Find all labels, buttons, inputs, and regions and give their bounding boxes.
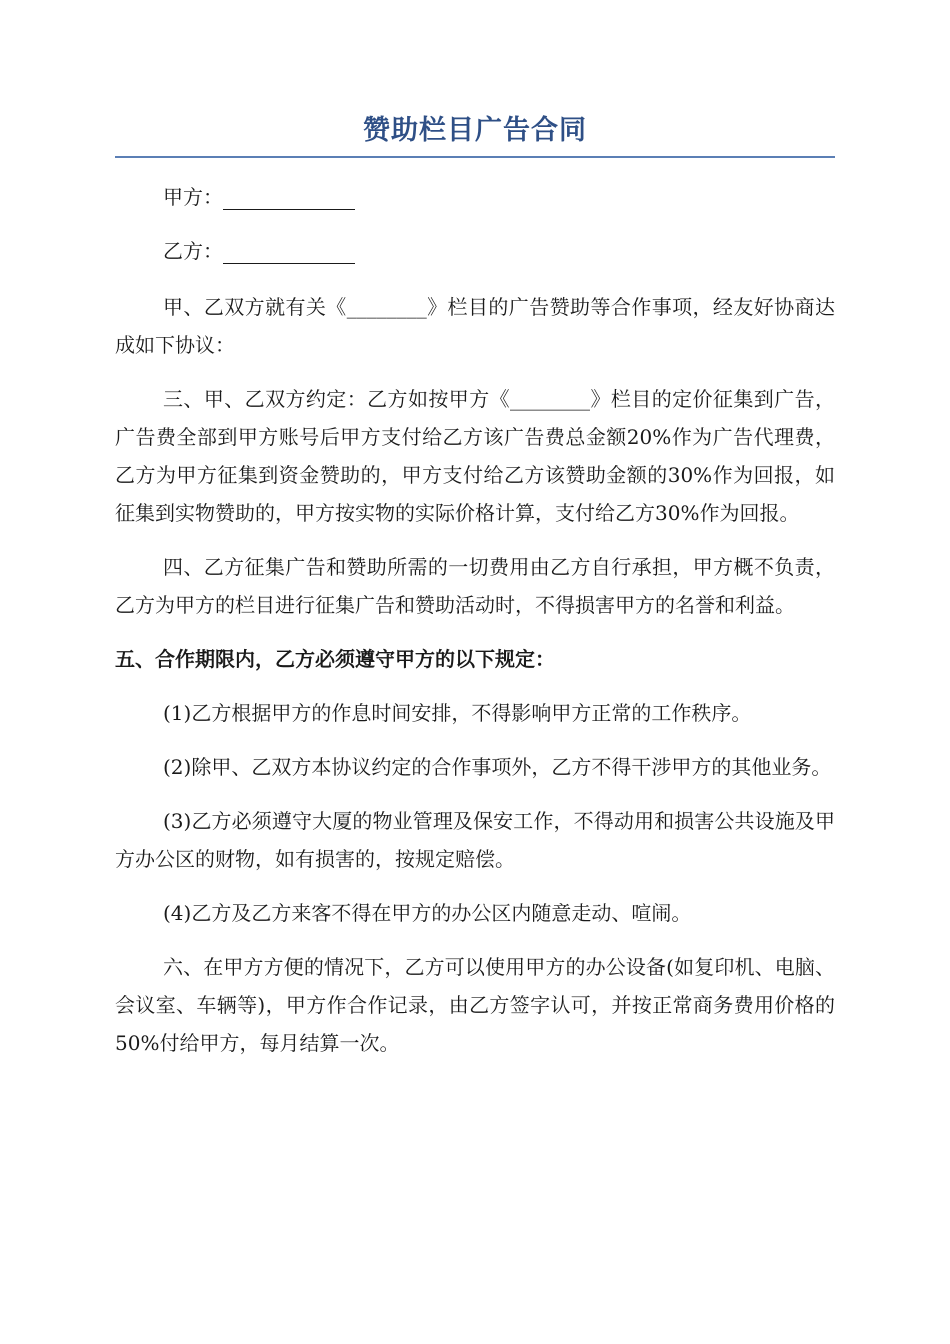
clause-3-paragraph: 三、甲、乙双方约定：乙方如按甲方《________》栏目的定价征集到广告，广告费全部到甲方账号后甲方支付给乙方该广告费总金额20%作为广告代理费，乙方为甲方征集到资金赞助的，甲方支付给乙方该赞助金额的30%作为回报，如征集到实物赞助的，甲方按实物的实际价格计算，支付给乙方30%作为回报。 (115, 387, 835, 525)
clause-5-item-4: (4)乙方及乙方来客不得在甲方的办公区内随意走动、喧闹。 (163, 901, 692, 925)
clause-5-heading: 五、合作期限内，乙方必须遵守甲方的以下规定： (115, 647, 555, 671)
party-a-label: 甲方： (163, 185, 223, 209)
intro-paragraph: 甲、乙双方就有关《________》栏目的广告赞助等合作事项，经友好协商达成如下协议： (115, 295, 835, 357)
document-title: 赞助栏目广告合同 (115, 108, 835, 158)
party-a-line (115, 178, 835, 216)
party-b-line (115, 232, 835, 270)
clause-5-item-3: (3)乙方必须遵守大厦的物业管理及保安工作，不得动用和损害公共设施及甲方办公区的财物，如有损害的，按规定赔偿。 (115, 809, 835, 871)
clause-5-item-2: (2)除甲、乙双方本协议约定的合作事项外，乙方不得干涉甲方的其他业务。 (163, 755, 832, 779)
document-page (115, 108, 835, 1062)
party-b-blank (223, 241, 355, 264)
clause-6-paragraph: 六、在甲方方便的情况下，乙方可以使用甲方的办公设备(如复印机、电脑、会议室、车辆等)，甲方作合作记录，由乙方签字认可，并按正常商务费用价格的50%付给甲方，每月结算一次。 (115, 955, 835, 1055)
party-a-blank (223, 187, 355, 210)
clause-5-item-1: (1)乙方根据甲方的作息时间安排，不得影响甲方正常的工作秩序。 (163, 701, 752, 725)
clause-4-paragraph: 四、乙方征集广告和赞助所需的一切费用由乙方自行承担，甲方概不负责，乙方为甲方的栏目进行征集广告和赞助活动时，不得损害甲方的名誉和利益。 (115, 555, 835, 617)
party-b-label: 乙方： (163, 239, 223, 263)
